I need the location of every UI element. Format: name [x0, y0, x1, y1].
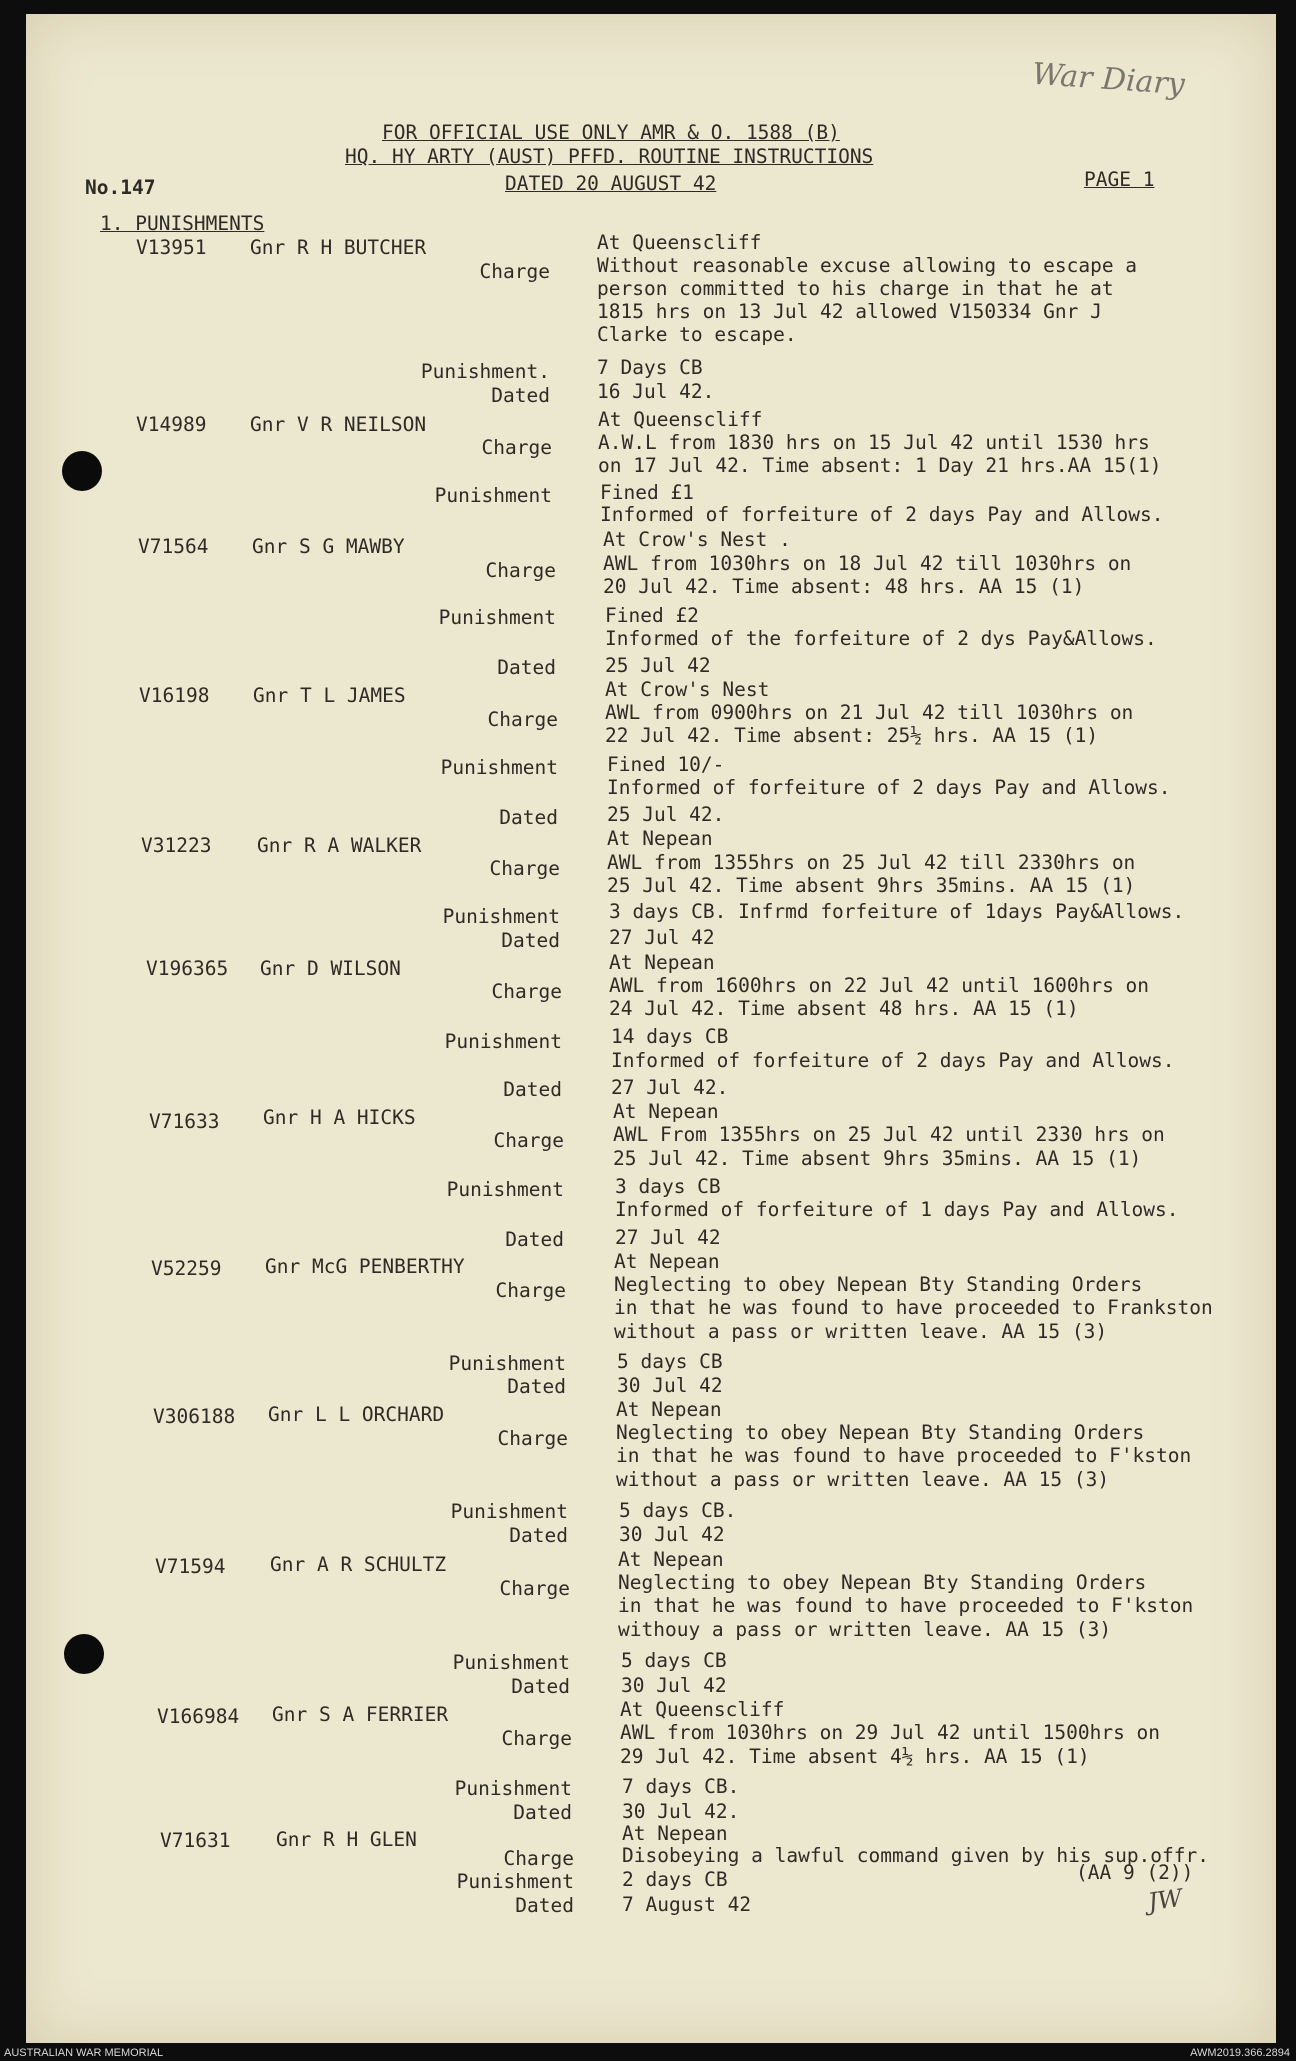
charge-label: Charge — [495, 1279, 566, 1302]
charge-label: Charge — [499, 1577, 570, 1600]
charge-line: AWL from 1030hrs on 29 Jul 42 until 1500hrs on — [620, 1721, 1161, 1744]
soldier-name: Gnr R A WALKER — [257, 834, 422, 857]
dated-value: 25 Jul 42. — [607, 803, 725, 826]
service-number: V196365 — [146, 957, 229, 980]
service-number: V306188 — [153, 1405, 236, 1428]
punishment-line: 14 days CB — [611, 1025, 729, 1048]
punishment-label: Punishment — [452, 1651, 570, 1674]
location: At Nepean — [607, 827, 713, 850]
header-line-1: FOR OFFICIAL USE ONLY AMR & O. 1588 (B) — [382, 121, 840, 144]
punishment-label: Punishment — [438, 606, 556, 629]
charge-label: Charge — [491, 980, 562, 1003]
location: At Nepean — [613, 1100, 719, 1123]
punishment-line: Fined £1 — [600, 481, 694, 504]
punishment-label: Punishment — [448, 1352, 566, 1375]
service-number: V13951 — [136, 236, 207, 259]
service-number: V16198 — [139, 684, 210, 707]
charge-line: 22 Jul 42. Time absent: 25½ hrs. AA 15 (1) — [605, 724, 1099, 747]
charge-line: Disobeying a lawful command given by his sup.offr. — [622, 1844, 1209, 1867]
punishment-line: 3 days CB. Infrmd forfeiture of 1days Pay&Allows. — [609, 900, 1185, 923]
punishment-line: Informed of the forfeiture of 2 dys Pay&Allows. — [605, 627, 1157, 650]
charge-label: Charge — [489, 857, 560, 880]
location: At Nepean — [614, 1250, 720, 1273]
charge-label: Charge — [479, 260, 550, 283]
charge-line: AWL from 0900hrs on 21 Jul 42 till 1030hrs on — [605, 701, 1134, 724]
punishment-label: Punishment. — [420, 360, 550, 383]
dated-label: Dated — [499, 806, 558, 829]
dated-label: Dated — [515, 1894, 574, 1917]
punishment-label: Punishment — [444, 1030, 562, 1053]
header-line-2: HQ. HY ARTY (AUST) PFFD. ROUTINE INSTRUCTIONS — [345, 145, 874, 168]
charge-line: AWL from 1030hrs on 18 Jul 42 till 1030hrs on — [603, 552, 1132, 575]
service-number: V71564 — [138, 535, 209, 558]
location: At Nepean — [616, 1398, 722, 1421]
punch-hole — [62, 451, 102, 491]
dated-label: Dated — [497, 656, 556, 679]
charge-line: in that he was found to have proceeded to F'kston — [618, 1594, 1194, 1617]
charge-line: person committed to his charge in that he at — [597, 277, 1114, 300]
punishment-label: Punishment — [434, 484, 552, 507]
punishment-label: Punishment — [446, 1178, 564, 1201]
location: At Nepean — [618, 1548, 724, 1571]
soldier-name: Gnr McG PENBERTHY — [265, 1255, 465, 1278]
charge-line: AWL from 1355hrs on 25 Jul 42 till 2330hrs on — [607, 851, 1136, 874]
soldier-name: Gnr L L ORCHARD — [268, 1403, 445, 1426]
handwritten-initials: JW — [1146, 1883, 1185, 1917]
dated-value: 7 August 42 — [622, 1893, 752, 1916]
handwritten-annotation: War Diary — [1030, 56, 1186, 103]
charge-line: Neglecting to obey Nepean Bty Standing Orders — [614, 1273, 1143, 1296]
charge-line: on 17 Jul 42. Time absent: 1 Day 21 hrs.AA 15(1) — [598, 454, 1162, 477]
charge-line: 25 Jul 42. Time absent 9hrs 35mins. AA 15 (1) — [613, 1147, 1142, 1170]
charge-line: without a pass or written leave. AA 15 (3) — [614, 1320, 1108, 1343]
dated-value: 30 Jul 42 — [619, 1523, 725, 1546]
charge-line: 1815 hrs on 13 Jul 42 allowed V150334 Gnr J — [597, 300, 1102, 323]
service-number: V71594 — [155, 1555, 226, 1578]
soldier-name: Gnr S A FERRIER — [272, 1703, 449, 1726]
charge-line: 25 Jul 42. Time absent 9hrs 35mins. AA 15 (1) — [607, 874, 1136, 897]
service-number: V71633 — [149, 1110, 220, 1133]
service-number: V166984 — [157, 1705, 240, 1728]
punishment-label: Punishment — [442, 905, 560, 928]
dated-value: 27 Jul 42. — [611, 1076, 729, 1099]
dated-label: Dated — [509, 1524, 568, 1547]
charge-label: Charge — [487, 708, 558, 731]
dated-label: Dated — [503, 1078, 562, 1101]
dated-value: 27 Jul 42 — [615, 1226, 721, 1249]
charge-line: withouy a pass or written leave. AA 15 (3) — [618, 1618, 1112, 1641]
charge-line: 29 Jul 42. Time absent 4½ hrs. AA 15 (1) — [620, 1745, 1090, 1768]
soldier-name: Gnr R H GLEN — [276, 1828, 417, 1851]
charge-line: Without reasonable excuse allowing to escape a — [597, 254, 1138, 277]
service-number: V52259 — [151, 1257, 222, 1280]
soldier-name: Gnr V R NEILSON — [250, 413, 427, 436]
punishment-line: 5 days CB. — [619, 1499, 737, 1522]
dated-label: Dated — [491, 384, 550, 407]
charge-line: 20 Jul 42. Time absent: 48 hrs. AA 15 (1) — [603, 575, 1085, 598]
dated-value: 30 Jul 42. — [622, 1800, 740, 1823]
dated-label: Dated — [505, 1228, 564, 1251]
service-number: V71631 — [160, 1829, 231, 1852]
soldier-name: Gnr A R SCHULTZ — [270, 1553, 447, 1576]
punishment-line: 7 Days CB — [597, 356, 703, 379]
punishment-line: Informed of forfeiture of 2 days Pay and Allows. — [607, 776, 1171, 799]
soldier-name: Gnr D WILSON — [260, 957, 401, 980]
punishment-line: Fined £2 — [605, 604, 699, 627]
punishment-label: Punishment — [440, 756, 558, 779]
document-number: No.147 — [85, 176, 156, 199]
soldier-name: Gnr S G MAWBY — [252, 535, 405, 558]
charge-label: Charge — [501, 1727, 572, 1750]
punishment-label: Punishment — [454, 1777, 572, 1800]
punishment-line: 7 days CB. — [622, 1775, 740, 1798]
charge-label: Charge — [503, 1847, 574, 1870]
dated-value: 16 Jul 42. — [597, 380, 715, 403]
charge-line: Clarke to escape. — [597, 323, 797, 346]
charge-label: Charge — [485, 559, 556, 582]
location: At Queenscliff — [598, 408, 763, 431]
dated-value: 30 Jul 42 — [617, 1374, 723, 1397]
punch-hole — [64, 1634, 104, 1674]
charge-line: without a pass or written leave. AA 15 (3) — [616, 1468, 1110, 1491]
footer-reference: AWM2019.366.2894 — [1190, 2047, 1290, 2059]
dated-label: Dated — [513, 1801, 572, 1824]
charge-line: Neglecting to obey Nepean Bty Standing Orders — [618, 1571, 1147, 1594]
charge-line: A.W.L from 1830 hrs on 15 Jul 42 until 1530 hrs — [598, 431, 1150, 454]
punishment-label: Punishment — [450, 1500, 568, 1523]
location: At Crow's Nest — [605, 678, 770, 701]
charge-label: Charge — [497, 1427, 568, 1450]
page-number: PAGE 1 — [1084, 168, 1155, 191]
footer-source: AUSTRALIAN WAR MEMORIAL — [4, 2047, 164, 2059]
section-title: 1. PUNISHMENTS — [100, 212, 265, 235]
charge-line: AWL From 1355hrs on 25 Jul 42 until 2330 hrs on — [613, 1123, 1165, 1146]
soldier-name: Gnr H A HICKS — [263, 1106, 416, 1129]
header-line-3: DATED 20 AUGUST 42 — [505, 172, 717, 195]
service-number: V31223 — [141, 834, 212, 857]
charge-line: AWL from 1600hrs on 22 Jul 42 until 1600hrs on — [609, 974, 1150, 997]
dated-label: Dated — [511, 1675, 570, 1698]
punishment-line: Fined 10/- — [607, 753, 725, 776]
location: At Crow's Nest . — [603, 528, 791, 551]
location: At Queenscliff — [597, 231, 762, 254]
location: At Queenscliff — [620, 1698, 785, 1721]
punishment-line: Informed of forfeiture of 2 days Pay and Allows. — [611, 1049, 1175, 1072]
soldier-name: Gnr R H BUTCHER — [250, 236, 427, 259]
dated-value: 25 Jul 42 — [605, 654, 711, 677]
punishment-label: Punishment — [456, 1870, 574, 1893]
charge-label: Charge — [481, 436, 552, 459]
punishment-line: 2 days CB — [622, 1868, 728, 1891]
charge-line: (AA 9 (2)) — [1076, 1861, 1194, 1884]
dated-label: Dated — [507, 1375, 566, 1398]
location: At Nepean — [609, 951, 715, 974]
dated-value: 30 Jul 42 — [621, 1674, 727, 1697]
punishment-line: Informed of forfeiture of 2 days Pay and Allows. — [600, 503, 1164, 526]
punishment-line: 3 days CB — [615, 1175, 721, 1198]
location: At Nepean — [622, 1822, 728, 1845]
charge-line: Neglecting to obey Nepean Bty Standing Orders — [616, 1421, 1145, 1444]
dated-label: Dated — [501, 929, 560, 952]
soldier-name: Gnr T L JAMES — [253, 684, 406, 707]
punishment-line: 5 days CB — [621, 1649, 727, 1672]
punishment-line: 5 days CB — [617, 1350, 723, 1373]
charge-line: 24 Jul 42. Time absent 48 hrs. AA 15 (1) — [609, 997, 1079, 1020]
charge-line: in that he was found to have proceeded to Frankston — [614, 1296, 1213, 1319]
charge-label: Charge — [493, 1129, 564, 1152]
dated-value: 27 Jul 42 — [609, 926, 715, 949]
service-number: V14989 — [136, 413, 207, 436]
charge-line: in that he was found to have proceeded to F'kston — [616, 1444, 1192, 1467]
punishment-line: Informed of forfeiture of 1 days Pay and Allows. — [615, 1198, 1179, 1221]
